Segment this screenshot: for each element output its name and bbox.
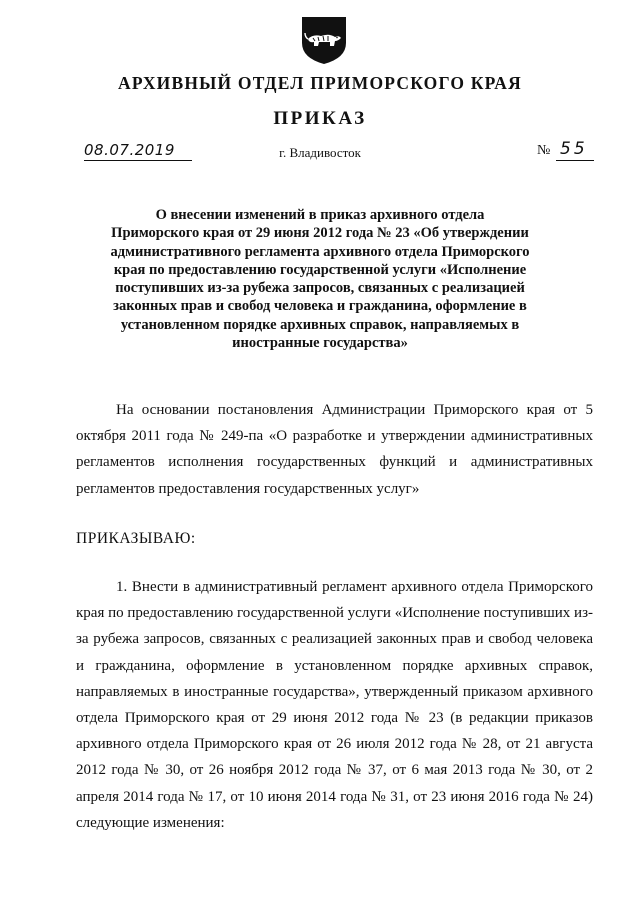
coat-of-arms-tiger-icon <box>299 13 349 65</box>
order-number: 55 <box>560 139 588 159</box>
number-underline <box>556 160 594 161</box>
preamble-paragraph: На основании постановления Администрации Приморского края от 5 октября 2011 года № 249-па «О разработке и утверждении административных регламентов исполнения государственных функций и административных регламентов предоставления государственных услуг» <box>76 402 593 497</box>
organization-title: АРХИВНЫЙ ОТДЕЛ ПРИМОРСКОГО КРАЯ <box>118 73 522 93</box>
item-1-paragraph: 1. Внести в административный регламент архивного отдела Приморского края по предоставлению государственной услуги «Исполнение поступивших из-за рубежа запросов, связанных с реализацией законных прав и свобод человека и гражданина, оформление в установленном порядке архивных справок, направляемых в иностранные государства», утвержденный приказом архивного отдела Приморского края от 29 июня 2012 года № 23 (в редакции приказов архивного отдела Приморского края от 26 июля 2012 года № 28, от 21 августа 2012 года № 30, от 26 ноября 2012 года № 37, от 6 мая 2013 года № 30, от 2 апреля 2014 года № 17, от 10 июня 2014 года № 31, от 23 июня 2016 года № 24) следующие изменения: <box>76 579 593 831</box>
order-heading: ПРИКАЗЫВАЮ: <box>76 530 196 547</box>
order-subject: О внесении изменений в приказ архивного отдела Приморского края от 29 июня 2012 года № 23 «Об утверждении административного регламента архивного отдела Приморского края по предоставлению государственной услуги «Исполнение поступивших из-за рубежа запросов, связанных с реализацией законных прав и свобод человека и гражданина, оформление в установленном порядке архивных справок, направляемых в иностранные государства» <box>110 207 530 352</box>
number-label: № <box>537 143 551 158</box>
city-label: г. Владивосток <box>279 145 361 160</box>
order-date: 08.07.2019 <box>84 141 175 159</box>
document-type: ПРИКАЗ <box>273 108 367 129</box>
